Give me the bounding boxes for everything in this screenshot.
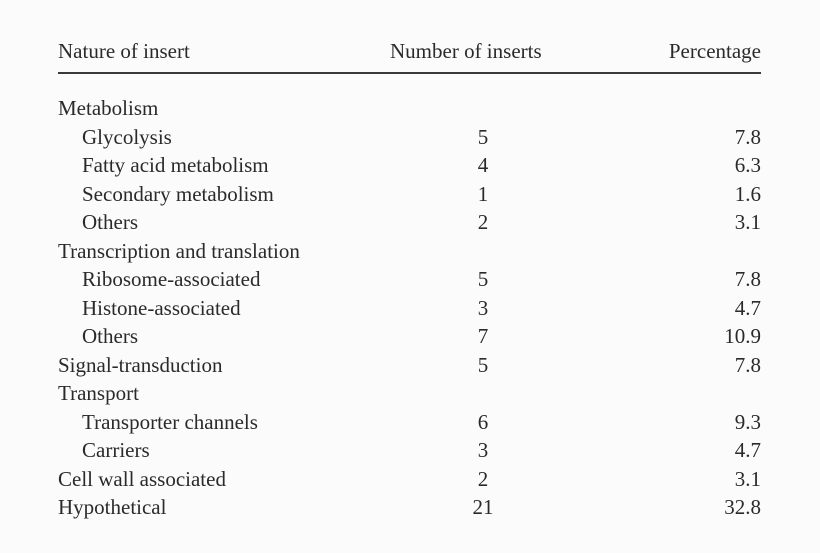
row-percentage: 1.6 — [734, 181, 761, 206]
row-label: Hypothetical — [58, 495, 167, 519]
row-percentage: 4.7 — [734, 438, 761, 462]
table-row — [58, 322, 761, 351]
row-label: Transcription and translation — [58, 238, 300, 263]
row-percentage: 7.8 — [734, 124, 761, 149]
row-label: Carriers — [82, 438, 150, 462]
row-count: 5 — [477, 352, 489, 377]
row-percentage: 7.8 — [734, 352, 761, 377]
row-label: Cell wall associated — [58, 466, 226, 491]
row-label: Fatty acid metabolism — [82, 153, 269, 177]
table-row — [58, 294, 761, 323]
table-body — [58, 94, 761, 522]
row-label: Transport — [58, 381, 139, 405]
table-row — [58, 180, 761, 209]
row-count: 5 — [477, 267, 489, 291]
row-count: 4 — [477, 153, 489, 177]
header-number-of-inserts: Number of inserts — [390, 39, 542, 63]
row-label: Signal-transduction — [58, 352, 223, 377]
table-row — [58, 208, 761, 237]
row-label: Glycolysis — [82, 124, 172, 149]
row-label: Ribosome-associated — [82, 267, 261, 291]
row-count: 3 — [477, 438, 489, 462]
table-row — [58, 265, 761, 294]
row-label: Others — [82, 210, 138, 234]
row-percentage: 3.1 — [734, 466, 761, 491]
row-count: 2 — [477, 210, 489, 234]
row-label: Others — [82, 324, 138, 348]
row-label: Histone-associated — [82, 295, 241, 320]
row-count: 6 — [477, 409, 489, 434]
row-percentage: 10.9 — [724, 324, 761, 348]
row-count: 3 — [477, 295, 489, 320]
row-count: 5 — [477, 124, 489, 149]
table-row — [58, 151, 761, 180]
table-row — [58, 94, 761, 123]
row-percentage: 9.3 — [734, 409, 761, 434]
table-row — [58, 493, 761, 522]
table-header-row — [58, 36, 761, 66]
row-percentage: 3.1 — [734, 210, 761, 234]
row-percentage: 6.3 — [734, 153, 761, 177]
row-count: 1 — [477, 181, 489, 206]
table-row — [58, 351, 761, 380]
table-row — [58, 237, 761, 266]
table-row — [58, 408, 761, 437]
table-row — [58, 436, 761, 465]
row-percentage: 32.8 — [724, 495, 761, 519]
row-percentage: 4.7 — [734, 295, 761, 320]
header-nature-of-insert: Nature of insert — [58, 39, 190, 63]
header-divider — [58, 72, 761, 74]
row-label: Secondary metabolism — [82, 181, 274, 206]
row-percentage: 7.8 — [734, 267, 761, 291]
row-count: 7 — [477, 324, 489, 348]
table-row — [58, 465, 761, 494]
table-row — [58, 123, 761, 152]
insert-table — [58, 36, 761, 522]
row-label: Transporter channels — [82, 409, 258, 434]
row-count: 2 — [477, 466, 489, 491]
header-percentage: Percentage — [668, 39, 761, 63]
table-row — [58, 379, 761, 408]
row-label: Metabolism — [58, 96, 159, 120]
row-count: 21 — [472, 495, 494, 519]
